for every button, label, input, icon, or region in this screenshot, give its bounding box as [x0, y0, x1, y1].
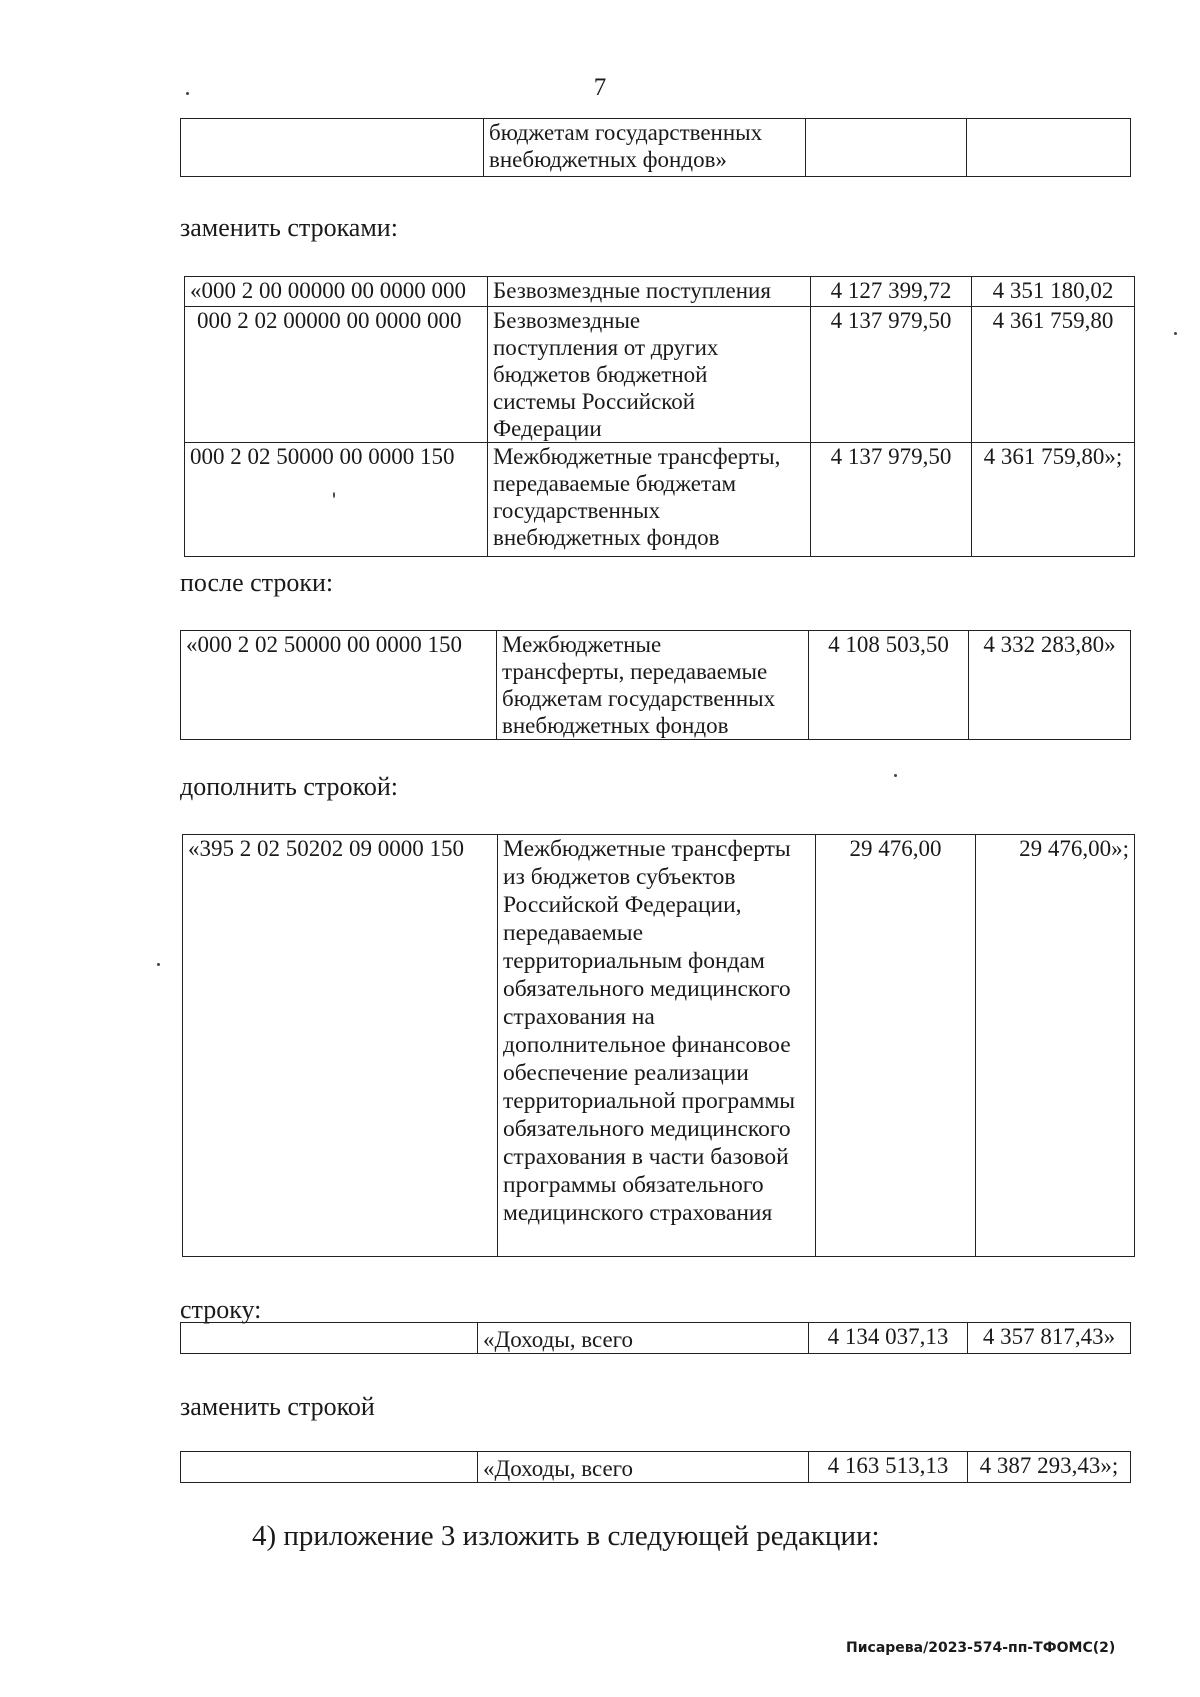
table-replacement-rows [184, 276, 1135, 557]
code-cell [181, 1452, 478, 1483]
table-continuation [180, 118, 1131, 177]
code-cell: «000 2 00 00000 00 0000 000 [185, 277, 488, 307]
table-row [181, 1452, 1131, 1483]
name-cell: Межбюджетные трансферты из бюджетов субъектов Российской Федерации, передаваемые территориальным фондам обязательного медицинского страхования на дополнительное финансовое обеспечение реализации территориальной программы обязательного медицинского страхования в части базовой программы обязательного медицинского страхования [498, 835, 816, 1257]
table-total-old [180, 1322, 1131, 1354]
table-total-new [180, 1451, 1131, 1483]
value-2023-cell: 4 134 037,13 [809, 1323, 968, 1354]
code-cell: «395 2 02 50202 09 0000 150 [183, 835, 498, 1257]
instruction-replace-rows: заменить строками: [180, 213, 398, 242]
value-2023-cell: 4 108 503,50 [809, 631, 969, 740]
instruction-row: строку: [180, 1295, 262, 1324]
name-cell: «Доходы, всего [478, 1452, 809, 1483]
value-2024-cell: 29 476,00»; [976, 835, 1135, 1257]
table-added-row [182, 834, 1135, 1257]
table-row [183, 835, 1135, 1257]
table-row [181, 631, 1131, 740]
document-footer: Писарева/2023-574-пп-ТФОМС(2) [846, 1640, 1116, 1656]
name-cell: бюджетам государственных внебюджетных фондов» [484, 119, 806, 177]
name-cell: Межбюджетные трансферты, передаваемые бюджетам государственных внебюджетных фондов [497, 631, 809, 740]
table-row [181, 119, 1131, 177]
table-row [185, 277, 1135, 307]
scan-speck [186, 92, 189, 95]
page-number: 7 [593, 74, 607, 101]
table-row [185, 443, 1135, 557]
value-2023-cell: 4 137 979,50 [811, 443, 972, 557]
code-cell: 000 2 02 50000 00 0000 150 [185, 443, 488, 557]
item-4-heading: 4) приложение 3 изложить в следующей редакции: [252, 1520, 880, 1552]
code-cell [181, 1323, 478, 1354]
instruction-add-row: дополнить строкой: [180, 772, 398, 801]
instruction-after-row: после строки: [180, 568, 334, 597]
instruction-replace-row: заменить строкой [180, 1392, 375, 1421]
table-after-row [180, 630, 1131, 740]
value-2023-cell: 4 127 399,72 [811, 277, 972, 307]
code-cell: «000 2 02 50000 00 0000 150 [181, 631, 497, 740]
value-2023-cell: 4 163 513,13 [809, 1452, 968, 1483]
name-cell: «Доходы, всего [478, 1323, 809, 1354]
scan-speck [894, 774, 897, 777]
value-2024-cell: 4 357 817,43» [968, 1323, 1131, 1354]
table-row [181, 1323, 1131, 1354]
value-2024-cell: 4 332 283,80» [969, 631, 1131, 740]
value-2024-cell: 4 387 293,43»; [968, 1452, 1131, 1483]
scan-speck [157, 963, 160, 966]
value-2023-cell: 29 476,00 [816, 835, 976, 1257]
value-2024-cell: 4 361 759,80»; [972, 443, 1135, 557]
table-row [185, 307, 1135, 443]
name-cell: Безвозмездные поступления от других бюджетов бюджетной системы Российской Федерации [488, 307, 811, 443]
value-2024-cell: 4 361 759,80 [972, 307, 1135, 443]
value-2023-cell: 4 137 979,50 [811, 307, 972, 443]
scan-speck [333, 492, 335, 498]
name-cell: Межбюджетные трансферты, передаваемые бюджетам государственных внебюджетных фондов [488, 443, 811, 557]
value-2024-cell [967, 119, 1131, 177]
value-2024-cell: 4 351 180,02 [972, 277, 1135, 307]
code-cell: 000 2 02 00000 00 0000 000 [185, 307, 488, 443]
code-cell [181, 119, 484, 177]
value-2023-cell [806, 119, 967, 177]
name-cell: Безвозмездные поступления [488, 277, 811, 307]
scan-speck [1174, 332, 1177, 335]
